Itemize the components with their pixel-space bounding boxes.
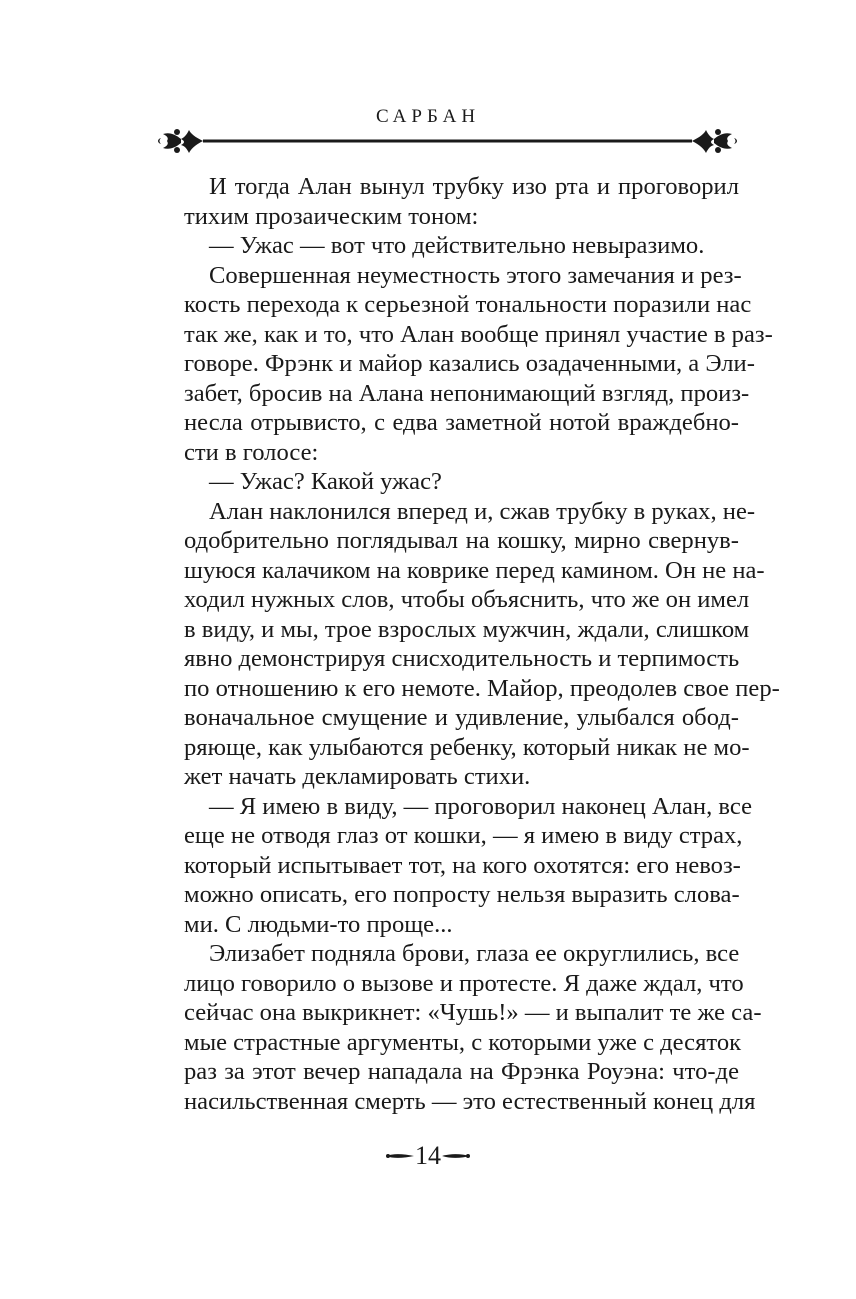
fleuron-rule-icon	[155, 122, 740, 160]
text-line: — Я имею в виду, — проговорил наконец Алан, все	[209, 792, 752, 820]
paragraph	[159, 172, 739, 231]
text-line: Алан наклонился вперед и, сжав трубку в руках, не-	[209, 497, 756, 525]
text-line: еще не отводя глаз от кошки, — я имею в виду страх,	[184, 822, 743, 849]
text-line: который испытывает тот, на кого охотятся: его невоз-	[184, 851, 741, 879]
text-line: тихим прозаическим тоном:	[184, 202, 479, 230]
text-line: сти в голосе:	[184, 438, 319, 466]
text-line: забет, бросив на Алана непонимающий взгляд, произ-	[184, 379, 750, 407]
body-text	[159, 172, 780, 1116]
page-number: 14	[415, 1141, 441, 1170]
text-line: ми. С людьми-то проще...	[184, 910, 453, 938]
text-line: — Ужас? Какой ужас?	[209, 468, 442, 495]
text-line: Совершенная неуместность этого замечания и рез-	[209, 261, 742, 289]
text-line: шуюся калачиком на коврике перед камином. Он не на-	[184, 556, 765, 584]
text-line: ходил нужных слов, чтобы объяснить, что же он имел	[184, 586, 750, 613]
text-line: кость перехода к серьезной тональности поразили нас	[184, 291, 752, 318]
text-line: по отношению к его немоте. Майор, преодолев свое пер-	[184, 674, 780, 702]
text-line: в виду, и мы, трое взрослых мужчин, ждали, слишком	[184, 615, 750, 643]
text-line: явно демонстрируя снисходительность и терпимость	[184, 645, 740, 672]
text-line: одобрительно поглядывал на кошку, мирно свернув-	[184, 527, 739, 554]
text-line: раз за этот вечер нападала на Фрэнка Роуэна: что-де	[184, 1058, 739, 1085]
paragraph	[159, 792, 752, 940]
paragraph	[159, 939, 762, 1116]
text-line: говоре. Фрэнк и майор казались озадаченными, а Эли-	[184, 350, 755, 377]
paragraph	[159, 467, 739, 497]
text-line: воначальное смущение и удивление, улыбался обод-	[184, 704, 739, 731]
text-line: можно описать, его попросту нельзя выразить слова-	[184, 881, 740, 908]
left-fleuron-icon	[158, 129, 203, 153]
paragraph	[159, 231, 739, 261]
text-line: И тогда Алан вынул трубку изо рта и проговорил	[209, 173, 739, 200]
paragraph	[159, 497, 780, 792]
text-line: мые страстные аргументы, с которыми уже с десяток	[184, 1028, 742, 1056]
right-fleuron-icon	[692, 129, 737, 153]
folio	[0, 1138, 856, 1174]
text-line: так же, как и то, что Алан вообще принял участие в раз-	[184, 320, 773, 348]
text-line: жет начать декламировать стихи.	[184, 763, 531, 790]
text-line: насильственная смерть — это естественный конец для	[184, 1087, 756, 1115]
paragraph	[159, 261, 773, 468]
text-line: ряюще, как улыбаются ребенку, который никак не мо-	[184, 733, 750, 761]
text-line: — Ужас — вот что действительно невыразимо.	[209, 232, 705, 259]
text-line: Элизабет подняла брови, глаза ее округлились, все	[209, 940, 740, 967]
text-line: сейчас она выкрикнет: «Чушь!» — и выпалит те же са-	[184, 999, 762, 1026]
text-line: несла отрывисто, с едва заметной нотой враждебно-	[184, 409, 739, 436]
running-head: САРБАН	[375, 106, 481, 127]
text-line: лицо говорило о вызове и протесте. Я даже ждал, что	[184, 969, 744, 997]
